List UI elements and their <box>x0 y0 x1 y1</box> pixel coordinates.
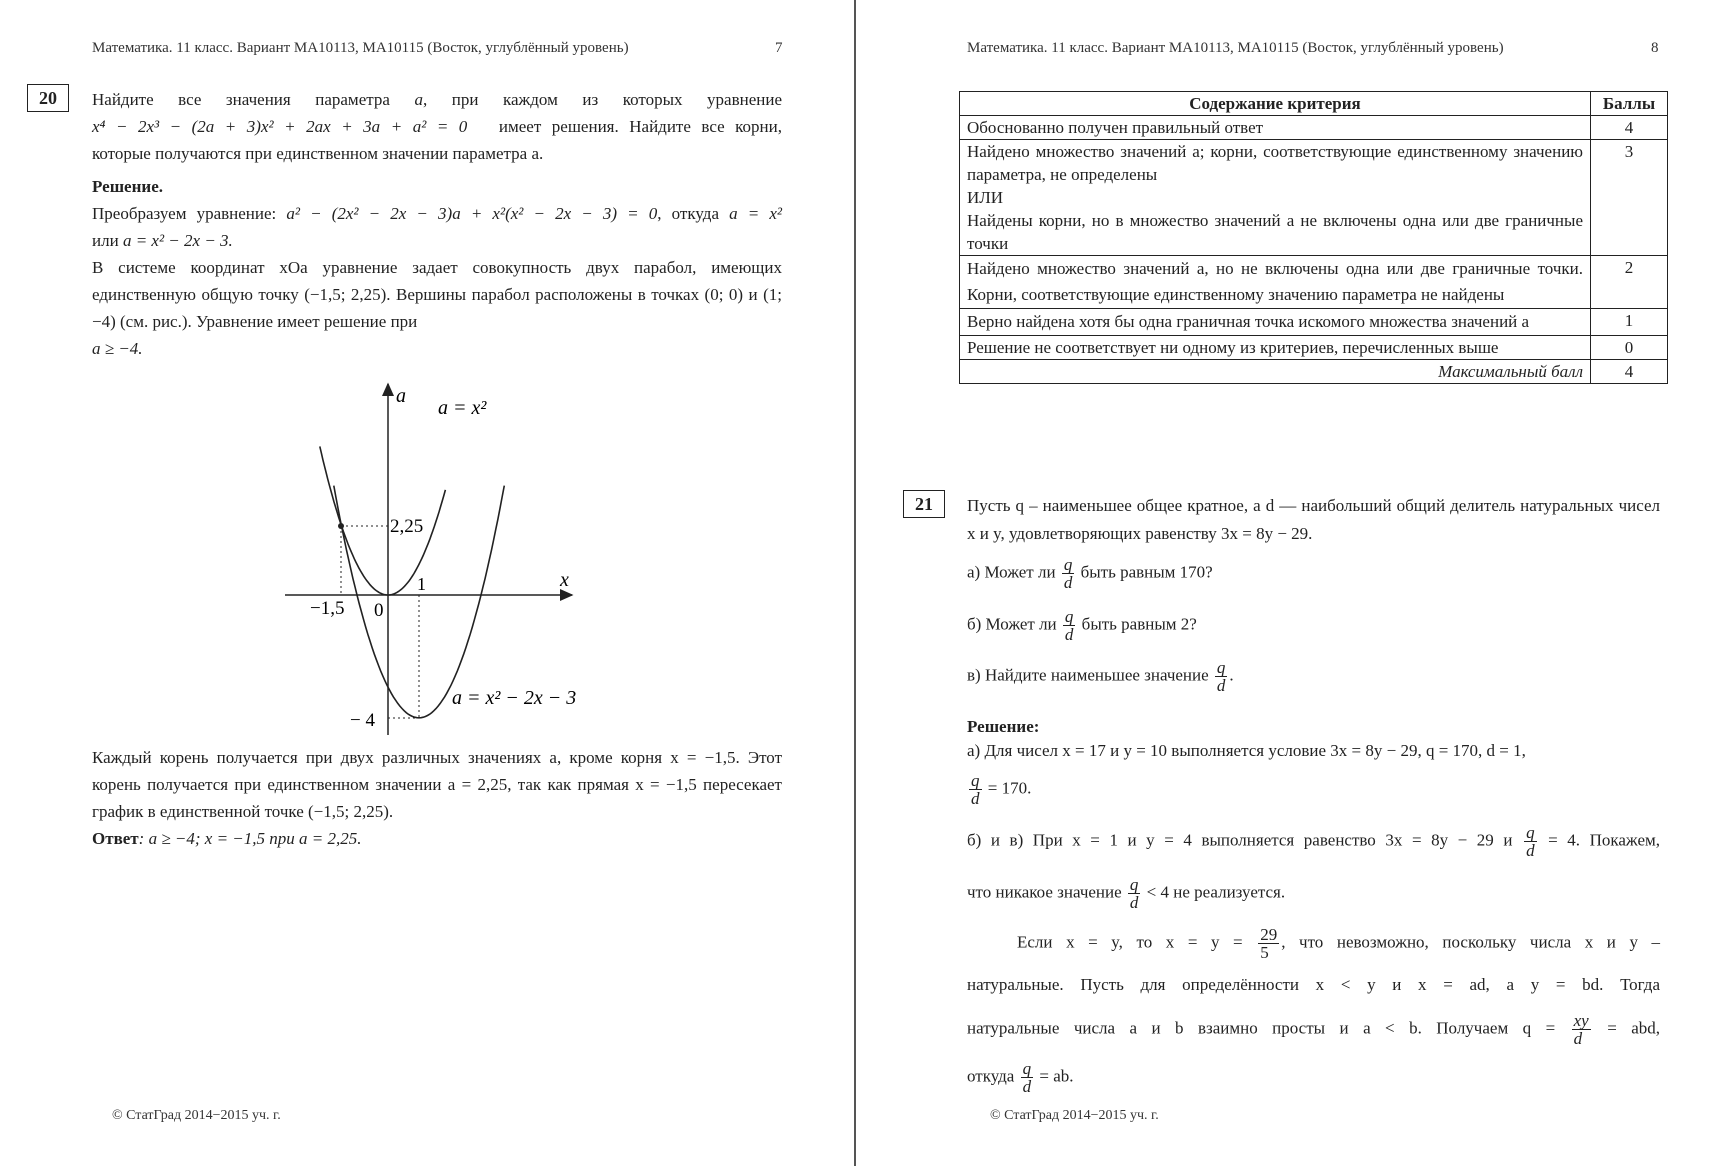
criterion-cell <box>960 140 1591 256</box>
left-footer: © СтатГрад 2014−2015 уч. г. <box>112 1108 281 1123</box>
solution-c-suffix: < 4 не реализуется. <box>1146 882 1286 902</box>
max-score-value: 4 <box>1591 360 1668 384</box>
tick-1: 1 <box>417 574 426 594</box>
fraction-q-d <box>1062 556 1075 591</box>
frac-den: d <box>1526 841 1535 860</box>
points-cell: 4 <box>1591 116 1668 140</box>
parabola-graph <box>280 380 600 740</box>
criterion-alt: Найдены корни, но в множество значений a не включены одна или две граничные точки <box>967 211 1583 253</box>
tick-m15: −1,5 <box>310 598 345 619</box>
fraction-q-d <box>1128 876 1141 911</box>
transform-root1: a = x² <box>729 204 783 223</box>
left-page-number: 7 <box>775 40 783 56</box>
solution-c-line <box>967 876 1285 911</box>
table-row <box>960 116 1668 140</box>
left-header: Математика. 11 класс. Вариант МА10113, МА10115 (Восток, углублённый уровень) <box>92 40 629 56</box>
criterion-cell: Найдено множество значений a, но не включены одна или две граничные точки. Корни, соответствующие единственному значению параметра не найдены <box>960 256 1591 309</box>
question-a-prefix: а) Может ли <box>967 562 1056 582</box>
tick-225: 2,25 <box>390 516 424 537</box>
frac-5: 5 <box>1260 943 1269 962</box>
frac-den: d <box>1129 893 1139 912</box>
question-a-suffix: быть равным 170? <box>1080 562 1213 582</box>
col-points-header: Баллы <box>1591 92 1668 116</box>
frac-num: q <box>1063 555 1073 574</box>
intersection-point <box>338 523 344 529</box>
criteria-table <box>959 91 1668 384</box>
frac-den: d <box>1064 625 1074 644</box>
solution-a-line: а) Для чисел x = 17 и y = 10 выполняется условие 3x = 8y − 29, q = 170, d = 1, <box>967 741 1526 760</box>
task-20-explanation <box>92 744 782 852</box>
tick-m4: − 4 <box>350 710 375 731</box>
solution-d-line <box>1017 926 1660 961</box>
solution-a-result <box>967 772 1031 807</box>
table-row <box>960 140 1668 256</box>
problem-line1-a: Найдите все значения параметра <box>92 90 390 109</box>
solution-b-line <box>967 824 1660 859</box>
explain-text: Каждый корень получается при двух различных значениях a, кроме корня x = −1,5. Этот корень получается при единственном значении a = 2,25, так как прямая x = −1,5 пересекает график в единственной точке (−1,5; 2,25). <box>92 748 782 821</box>
frac-num: q <box>1064 607 1074 626</box>
points-cell: 3 <box>1591 140 1668 256</box>
problem-equation: x⁴ − 2x³ − (2a + 3)x² + 2ax + 3a + a² = 0 <box>92 117 468 136</box>
question-b <box>967 608 1197 643</box>
answer-label: Ответ <box>92 829 139 848</box>
frac-xy: xy <box>1573 1011 1589 1030</box>
question-b-suffix: быть равным 2? <box>1081 614 1197 634</box>
transform-equation: a² − (2x² − 2x − 3)a + x²(x² − 2x − 3) = 0 <box>286 204 658 223</box>
problem-param: a <box>414 90 423 109</box>
solution-b-suffix: = 4. Покажем, <box>1548 830 1661 850</box>
fraction-q-d <box>969 772 982 807</box>
question-c-suffix: . <box>1229 665 1234 685</box>
task-21-number: 21 <box>903 490 945 518</box>
fraction-q-d <box>1524 824 1537 859</box>
question-c <box>967 659 1234 694</box>
system-condition: a ≥ −4. <box>92 339 143 358</box>
solution-c-prefix: что никакое значение <box>967 882 1122 902</box>
parabola-x-squared <box>320 446 446 595</box>
criterion-text: Найдено множество значений a; корни, соответствующие единственному значению параметра, не определены <box>967 142 1583 184</box>
right-header: Математика. 11 класс. Вариант МА10113, МА10115 (Восток, углублённый уровень) <box>967 40 1504 56</box>
task-21-problem: Пусть q – наименьшее общее кратное, а d — наибольший общий делитель натуральных чисел x и y, удовлетворяющих равенству 3x = 8y − 29. <box>967 496 1660 543</box>
fraction-q-d <box>1063 608 1076 643</box>
task-20-number: 20 <box>27 84 69 112</box>
frac-num: q <box>1129 875 1139 894</box>
criterion-cell: Верно найдена хотя бы одна граничная точка искомого множества значений a <box>960 309 1591 336</box>
fraction-q-d <box>1215 659 1228 694</box>
solution-e-line: натуральные. Пусть для определённости x < y и x = ad, а y = bd. Тогда <box>967 975 1660 994</box>
solution-heading-20: Решение. <box>92 177 163 196</box>
criterion-cell: Решение не соответствует ни одному из критериев, перечисленных выше <box>960 336 1591 360</box>
points-cell: 2 <box>1591 256 1668 309</box>
frac-num: q <box>1216 658 1226 677</box>
question-c-prefix: в) Найдите наименьшее значение <box>967 665 1209 685</box>
frac-num: q <box>971 771 980 790</box>
right-page-number: 8 <box>1651 40 1659 56</box>
table-header-row <box>960 92 1668 116</box>
solution-g-line <box>967 1060 1074 1095</box>
solution-g-suffix: = ab. <box>1039 1066 1074 1086</box>
frac-den: d <box>1573 1029 1583 1048</box>
fraction-q-d <box>1021 1060 1034 1095</box>
solution-f-line <box>967 1012 1660 1047</box>
transform-or: или <box>92 231 119 250</box>
frac-29: 29 <box>1260 925 1278 944</box>
system-text: В системе координат xOa уравнение задает совокупность двух парабол, имеющих единственную общую точку (−1,5; 2,25). Вершины парабол расположены в точках (0; 0) и (1; −4) (см. рис.). Уравнение имеет решение при <box>92 258 782 331</box>
transform-root2: a = x² − 2x − 3. <box>122 231 233 250</box>
frac-den: d <box>971 789 980 808</box>
solution-d-prefix: Если x = y, то x = y = <box>1017 932 1243 952</box>
col-criterion-header: Содержание критерия <box>960 92 1591 116</box>
points-cell: 1 <box>1591 309 1668 336</box>
frac-num: q <box>1526 823 1535 842</box>
table-max-row <box>960 360 1668 384</box>
frac-num: q <box>1022 1059 1032 1078</box>
right-footer: © СтатГрад 2014−2015 уч. г. <box>990 1108 1159 1123</box>
solution-g-prefix: откуда <box>967 1066 1015 1086</box>
problem-line2-b: имеет решения. Найдите все корни, <box>498 117 783 136</box>
solution-d-suffix: , что невозможно, поскольку числа x и y – <box>1281 932 1661 952</box>
frac-den: d <box>1063 573 1073 592</box>
parabola1-label: a = x² <box>438 397 487 419</box>
answer-text: : a ≥ −4; x = −1,5 при a = 2,25. <box>138 829 362 848</box>
transform-text: Преобразуем уравнение: <box>92 204 277 223</box>
parabola2-label: a = x² − 2x − 3 <box>452 687 577 709</box>
max-score-label: Максимальный балл <box>960 360 1591 384</box>
transform-from: , откуда <box>657 204 719 223</box>
fraction-29-5 <box>1258 926 1279 961</box>
frac-den: d <box>1022 1077 1032 1096</box>
points-cell: 0 <box>1591 336 1668 360</box>
frac-den: d <box>1216 676 1226 695</box>
solution-a-result-text: = 170. <box>987 778 1032 798</box>
a-axis-label: a <box>396 385 406 407</box>
table-row <box>960 256 1668 309</box>
fraction-xy-d <box>1572 1012 1591 1047</box>
tick-0: 0 <box>374 600 384 621</box>
table-row <box>960 309 1668 336</box>
question-b-prefix: б) Может ли <box>967 614 1057 634</box>
left-page <box>0 0 855 1166</box>
solution-heading-21: Решение: <box>967 717 1040 736</box>
x-axis-label: x <box>560 569 569 591</box>
solution-f-suffix: = abd, <box>1607 1018 1661 1038</box>
table-row <box>960 336 1668 360</box>
question-a <box>967 556 1213 591</box>
problem-line1-b: , при каждом из которых уравнение <box>422 90 782 109</box>
criterion-cell: Обоснованно получен правильный ответ <box>960 116 1591 140</box>
solution-b-prefix: б) и в) При x = 1 и y = 4 выполняется равенство 3x = 8y − 29 и <box>967 830 1513 850</box>
solution-f-prefix: натуральные числа a и b взаимно просты и a < b. Получаем q = <box>967 1018 1556 1038</box>
task-20-problem <box>92 86 782 362</box>
problem-line3: которые получаются при единственном значении параметра a. <box>92 144 544 163</box>
criterion-or: ИЛИ <box>967 188 1004 207</box>
